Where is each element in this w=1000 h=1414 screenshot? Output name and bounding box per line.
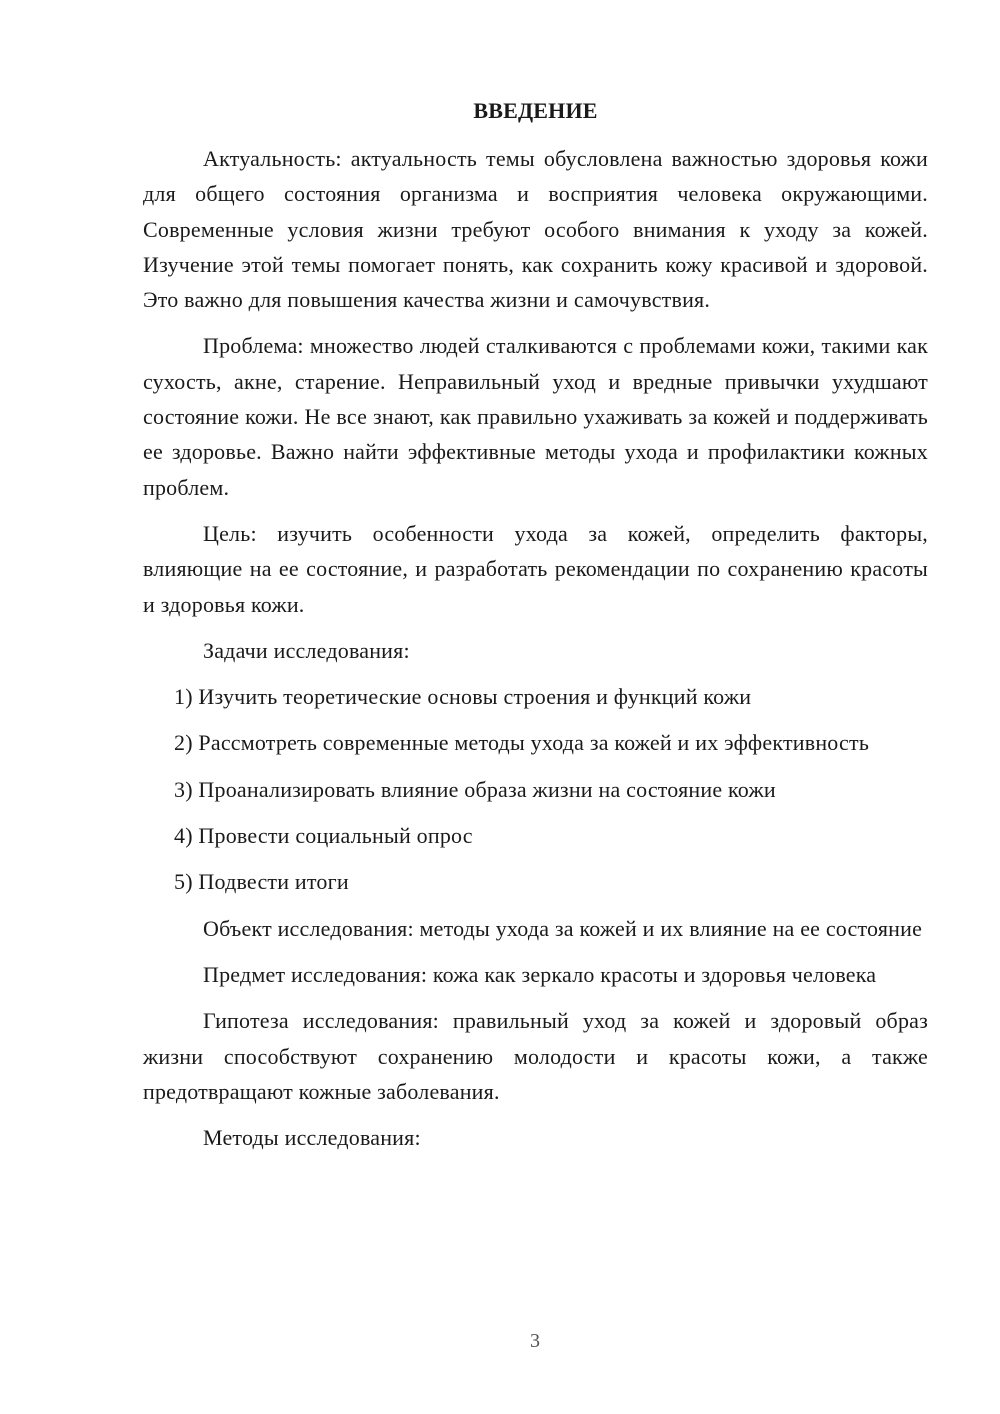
section-title: ВВЕДЕНИЕ [473, 98, 598, 123]
paragraph-problem: Проблема: множество людей сталкиваются с проблемами кожи, такими как сухость, акне, старение. Неправильный уход и вредные привычки ухудшают состояние кожи. Не все знают, как правильно ухаживать за кожей и поддерживать ее здоровье. Важно найти эффективные методы ухода и профилактики кожных проблем. [143, 333, 928, 500]
paragraph-methods: Методы исследования: [203, 1125, 421, 1151]
page-content [143, 94, 928, 1166]
paragraph-relevance: Актуальность: актуальность темы обусловлена важностью здоровья кожи для общего состояния организма и восприятия человека окружающими. Современные условия жизни требуют особого внимания к уходу за кожей. Изучение этой темы помогает понять, как сохранить кожу красивой и здоровой. Это важно для повышения качества жизни и самочувствия. [143, 146, 928, 313]
paragraph-subject: Предмет исследования: кожа как зеркало красоты и здоровья человека [203, 961, 877, 987]
task-item-1: 1) Изучить теоретические основы строения и функций кожи [174, 684, 752, 710]
task-item-2: 2) Рассмотреть современные методы ухода за кожей и их эффективность [174, 730, 870, 756]
task-item-4: 4) Провести социальный опрос [174, 823, 473, 849]
task-item-5: 5) Подвести итоги [174, 869, 349, 895]
paragraph-object: Объект исследования: методы ухода за кожей и их влияние на ее состояние [203, 915, 923, 941]
task-item-3: 3) Проанализировать влияние образа жизни на состояние кожи [174, 776, 776, 802]
paragraph-goal: Цель: изучить особенности ухода за кожей, определить факторы, влияющие на ее состояние, и разработать рекомендации по сохранению красоты и здоровья кожи. [143, 520, 928, 617]
page-number: 3 [530, 1330, 540, 1352]
paragraph-tasks-heading: Задачи исследования: [203, 637, 410, 663]
paragraph-hypothesis: Гипотеза исследования: правильный уход за кожей и здоровый образ жизни способствуют сохранению молодости и красоты кожи, а также предотвращают кожные заболевания. [143, 1008, 928, 1104]
